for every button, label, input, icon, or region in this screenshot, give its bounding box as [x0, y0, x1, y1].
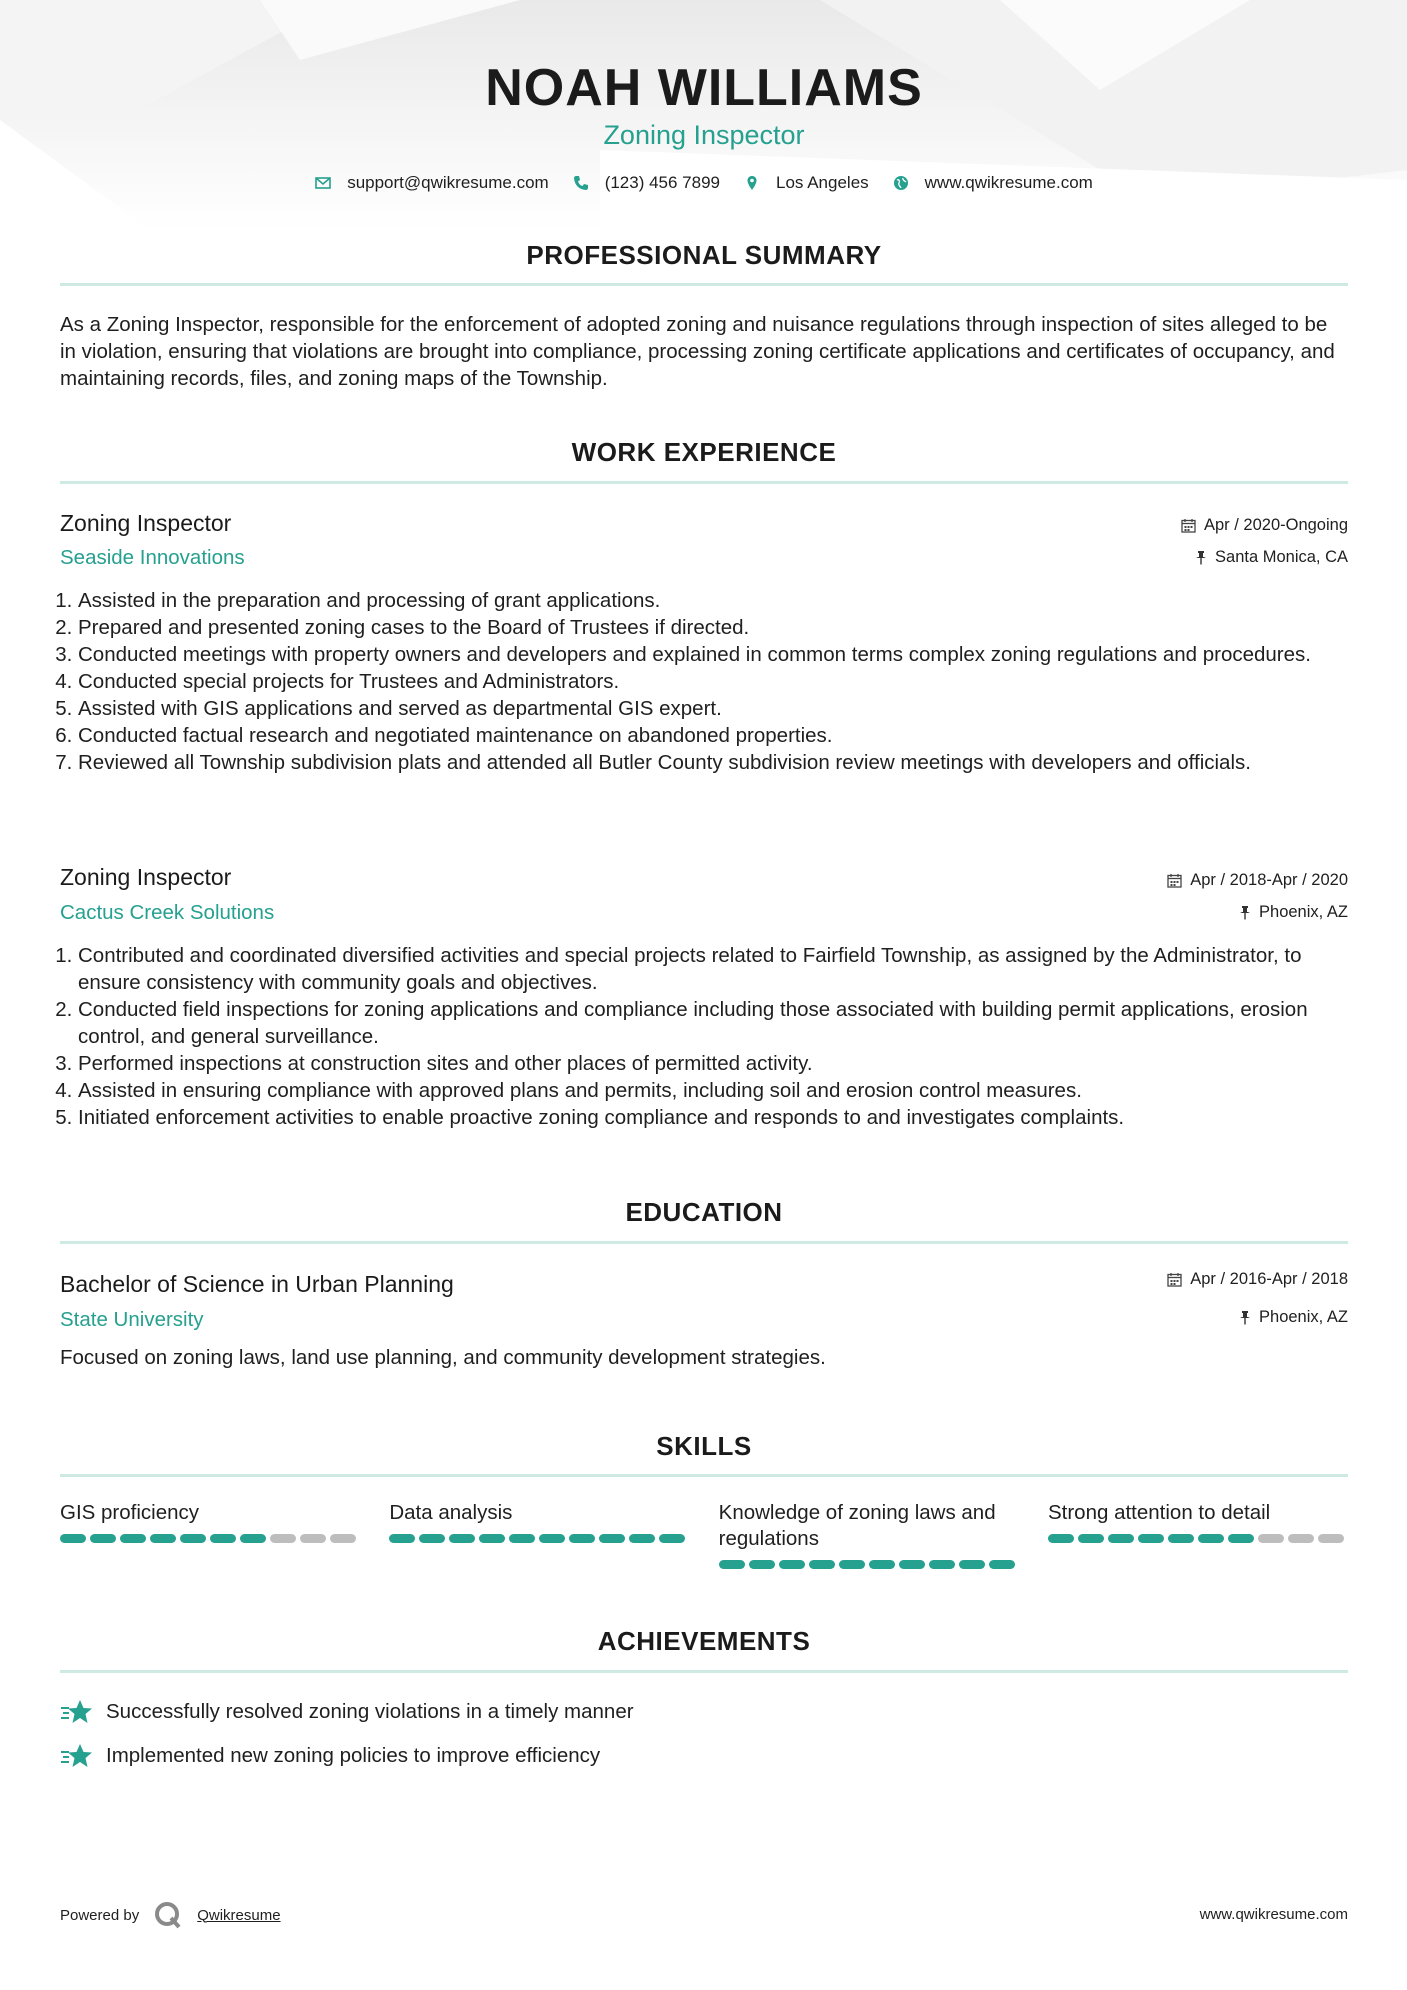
duty-item: 6. Conducted factual research and negotiated maintenance on abandoned properties.: [78, 722, 1348, 749]
skill-label: GIS proficiency: [60, 1501, 199, 1524]
education-location: [1239, 1308, 1348, 1327]
skill-meter: [389, 1534, 689, 1543]
skill-segment-filled: [809, 1560, 835, 1569]
skill-segment-filled: [719, 1560, 745, 1569]
education-dates-text: Apr / 2016-Apr / 2018: [1190, 1270, 1348, 1288]
skill-segment-filled: [419, 1534, 445, 1543]
contact-email[interactable]: [315, 173, 549, 193]
achievement-item: [60, 1742, 600, 1770]
contact-website[interactable]: [893, 173, 1093, 193]
achievement-text: Successfully resolved zoning violations in a timely manner: [106, 1700, 634, 1723]
duty-item: 7. Reviewed all Township subdivision plats and attended all Butler County subdivision review meetings with developers and officials.: [78, 749, 1348, 776]
skills-divider: [60, 1474, 1348, 1477]
calendar-icon: [1181, 518, 1196, 533]
education-divider: [60, 1241, 1348, 1244]
contact-email-text: support@qwikresume.com: [347, 173, 549, 192]
duty-item: 3. Conducted meetings with property owners and developers and explained in common terms complex zoning regulations and procedures.: [78, 641, 1348, 668]
skill-segment-filled: [150, 1534, 176, 1543]
contact-phone[interactable]: [573, 173, 720, 193]
job-2-dates-text: Apr / 2018-Apr / 2020: [1190, 871, 1348, 889]
job-1-duties: [60, 587, 1348, 776]
map-pin-icon: [744, 175, 760, 191]
job-1-location: [1195, 548, 1348, 567]
skill-segment-filled: [1198, 1534, 1224, 1543]
skill-segment-filled: [1228, 1534, 1254, 1543]
skill-item: [719, 1500, 1019, 1569]
skill-segment-filled: [1048, 1534, 1074, 1543]
duty-item: 4. Conducted special projects for Trustees and Administrators.: [78, 668, 1348, 695]
contact-phone-text: (123) 456 7899: [604, 173, 721, 192]
skill-item: [60, 1500, 360, 1569]
contact-website-text: www.qwikresume.com: [924, 173, 1093, 192]
contact-location: [744, 173, 869, 193]
globe-icon: [893, 175, 909, 191]
envelope-icon: [315, 175, 331, 191]
education-school: State University: [60, 1308, 204, 1331]
skill-segment-empty: [1318, 1534, 1344, 1543]
skill-segment-filled: [240, 1534, 266, 1543]
skill-label: Knowledge of zoning laws and regulations: [718, 1501, 996, 1550]
powered-by-label: Powered by: [60, 1906, 140, 1924]
skill-segment-filled: [509, 1534, 535, 1543]
footer-powered-by: [60, 1900, 281, 1930]
skill-segment-empty: [1258, 1534, 1284, 1543]
skill-segment-filled: [869, 1560, 895, 1569]
job-1-company: Seaside Innovations: [60, 546, 245, 569]
star-badge-icon: [60, 1742, 94, 1770]
skill-segment-filled: [599, 1534, 625, 1543]
calendar-icon: [1167, 1272, 1182, 1287]
qwikresume-logo-icon: [153, 1900, 183, 1930]
education-degree: Bachelor of Science in Urban Planning: [60, 1271, 454, 1297]
skill-segment-filled: [629, 1534, 655, 1543]
skill-segment-filled: [899, 1560, 925, 1569]
skill-meter: [60, 1534, 360, 1543]
achievements-divider: [60, 1670, 1348, 1673]
skill-segment-filled: [569, 1534, 595, 1543]
skill-segment-filled: [120, 1534, 146, 1543]
skill-segment-filled: [389, 1534, 415, 1543]
skill-segment-empty: [300, 1534, 326, 1543]
pushpin-icon: [1195, 550, 1207, 565]
pushpin-icon: [1239, 1310, 1251, 1325]
skill-segment-filled: [1078, 1534, 1104, 1543]
skill-item: [389, 1500, 689, 1569]
pushpin-icon: [1239, 905, 1251, 920]
summary-heading: PROFESSIONAL SUMMARY: [526, 240, 882, 270]
skill-meter: [1048, 1534, 1348, 1543]
qwikresume-link[interactable]: Qwikresume: [197, 1906, 281, 1924]
duty-item: 2. Prepared and presented zoning cases to the Board of Trustees if directed.: [78, 614, 1348, 641]
skill-segment-filled: [1168, 1534, 1194, 1543]
skill-segment-filled: [539, 1534, 565, 1543]
summary-text: As a Zoning Inspector, responsible for the enforcement of adopted zoning and nuisance regulations through inspection of sites alleged to be in violation, ensuring that violations are brought into compliance, processing zoning certificate applications and certificates of occupancy, and maintaining records, files, and zoning maps of the Township.: [60, 313, 1335, 390]
job-2-location: [1239, 903, 1348, 922]
job-1-dates: [1181, 516, 1348, 535]
skill-segment-empty: [1288, 1534, 1314, 1543]
skills-list: [60, 1500, 1348, 1569]
duty-item: 5. Initiated enforcement activities to enable proactive zoning compliance and responds to and investigates complaints.: [78, 1104, 1348, 1131]
skill-segment-empty: [330, 1534, 356, 1543]
skill-segment-filled: [1108, 1534, 1134, 1543]
education-description: Focused on zoning laws, land use planning, and community development strategies.: [60, 1346, 826, 1369]
achievements-heading: ACHIEVEMENTS: [597, 1626, 811, 1656]
skill-segment-filled: [779, 1560, 805, 1569]
skill-segment-filled: [449, 1534, 475, 1543]
contact-bar: [60, 173, 1348, 193]
phone-icon: [573, 175, 589, 191]
education-dates: [1167, 1270, 1348, 1289]
skill-label: Strong attention to detail: [1047, 1501, 1271, 1524]
achievement-item: [60, 1698, 634, 1726]
skill-segment-filled: [90, 1534, 116, 1543]
candidate-name: NOAH WILLIAMS: [485, 59, 923, 117]
job-2-company: Cactus Creek Solutions: [60, 901, 275, 924]
skill-item: [1048, 1500, 1348, 1569]
skill-segment-filled: [659, 1534, 685, 1543]
job-2-duties: [60, 942, 1348, 1131]
skill-segment-filled: [180, 1534, 206, 1543]
skill-segment-filled: [959, 1560, 985, 1569]
skill-segment-filled: [210, 1534, 236, 1543]
job-1-role: Zoning Inspector: [60, 510, 232, 536]
footer-website[interactable]: www.qwikresume.com: [1199, 1906, 1348, 1923]
experience-heading: WORK EXPERIENCE: [571, 437, 837, 467]
skill-meter: [719, 1560, 1019, 1569]
duty-item: 1. Assisted in the preparation and processing of grant applications.: [78, 587, 1348, 614]
skill-segment-filled: [1138, 1534, 1164, 1543]
education-heading: EDUCATION: [625, 1197, 783, 1227]
skill-segment-filled: [749, 1560, 775, 1569]
contact-location-text: Los Angeles: [776, 173, 869, 192]
skill-label: Data analysis: [389, 1501, 513, 1524]
calendar-icon: [1167, 873, 1182, 888]
skill-segment-empty: [270, 1534, 296, 1543]
skill-segment-filled: [839, 1560, 865, 1569]
job-1-dates-text: Apr / 2020-Ongoing: [1203, 516, 1348, 534]
job-2-role: Zoning Inspector: [60, 864, 232, 890]
skill-segment-filled: [989, 1560, 1015, 1569]
duty-item: 2. Conducted field inspections for zoning applications and compliance including those associated with building permit applications, erosion control, and general surveillance.: [78, 996, 1348, 1050]
skills-heading: SKILLS: [656, 1431, 752, 1461]
job-2-dates: [1167, 871, 1348, 890]
skill-segment-filled: [929, 1560, 955, 1569]
star-badge-icon: [60, 1698, 94, 1726]
duty-item: 1. Contributed and coordinated diversified activities and special projects related to Fairfield Township, as assigned by the Administrator, to ensure consistency with community goals and objectives.: [78, 942, 1348, 996]
job-1-location-text: Santa Monica, CA: [1215, 548, 1348, 566]
duty-item: 5. Assisted with GIS applications and served as departmental GIS expert.: [78, 695, 1348, 722]
job-2-location-text: Phoenix, AZ: [1259, 903, 1348, 921]
education-location-text: Phoenix, AZ: [1259, 1308, 1348, 1326]
achievement-text: Implemented new zoning policies to improve efficiency: [106, 1744, 601, 1767]
duty-item: 4. Assisted in ensuring compliance with approved plans and permits, including soil and erosion control measures.: [78, 1077, 1348, 1104]
candidate-title: Zoning Inspector: [603, 120, 805, 150]
skill-segment-filled: [479, 1534, 505, 1543]
experience-divider: [60, 481, 1348, 484]
summary-divider: [60, 283, 1348, 286]
skill-segment-filled: [60, 1534, 86, 1543]
duty-item: 3. Performed inspections at construction sites and other places of permitted activity.: [78, 1050, 1348, 1077]
